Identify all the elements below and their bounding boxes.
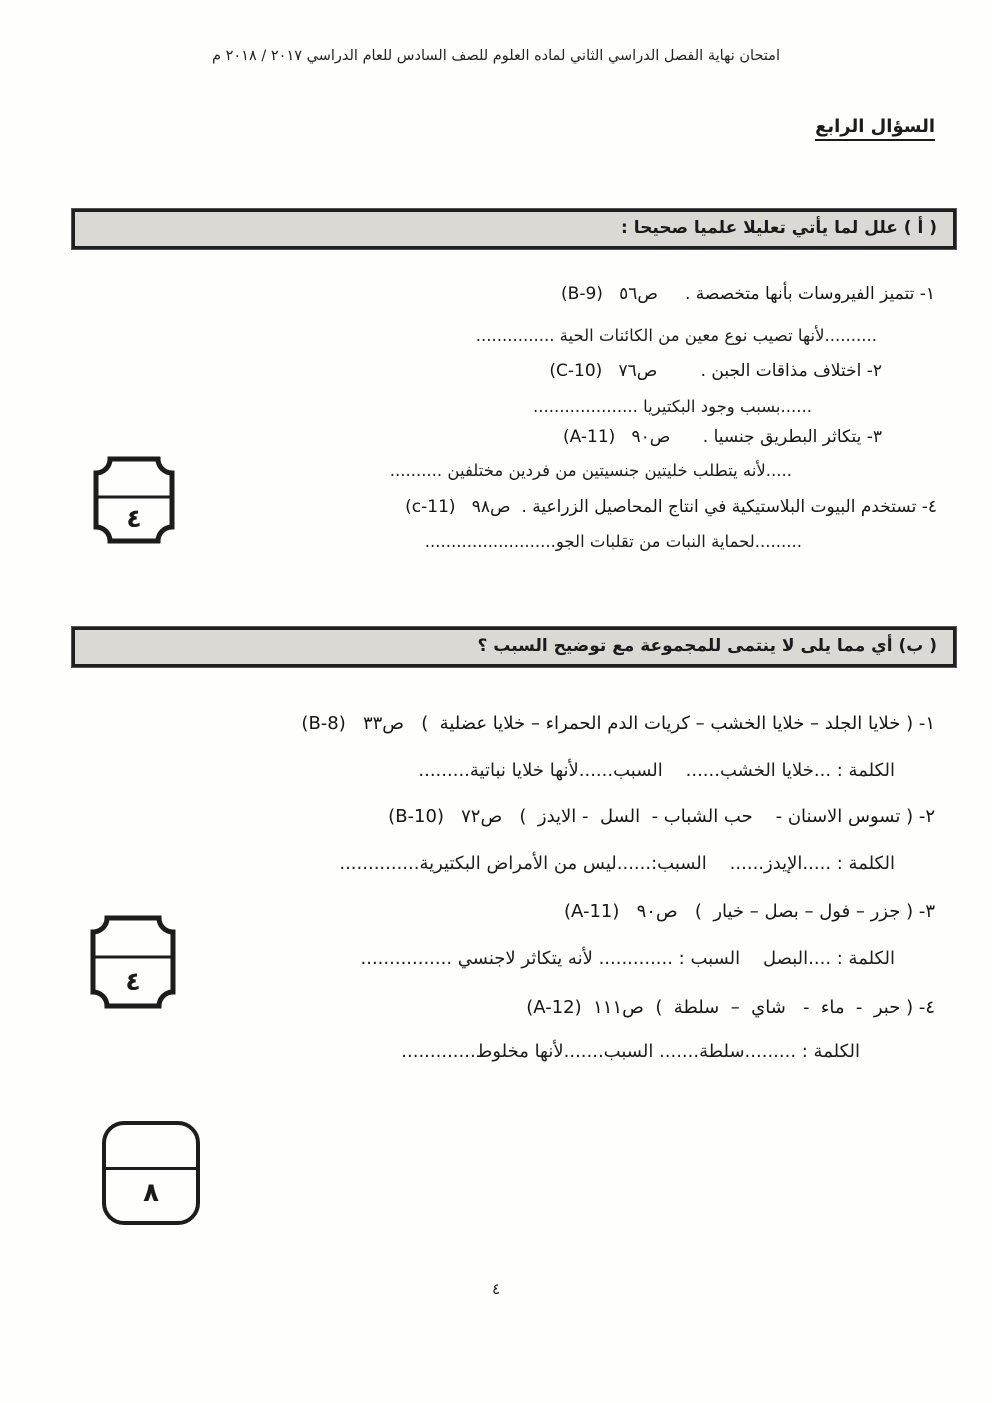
part-a-question-1: ١- تتميز الفيروسات بأنها متخصصة . ص٥٦ ‎(B-9)‎ — [561, 284, 935, 304]
part-a-answer-3: .....لأنه يتطلب خليتين جنسيتين من فردين مختلفين .......... — [389, 461, 792, 480]
part-b-answer-1: الكلمة : ...خلايا الخشب...... السبب......لأنها خلايا نباتية......... — [418, 760, 895, 781]
score-box-part-b — [90, 915, 176, 1009]
part-b-question-3: ٣- ( جزر – فول – بصل – خيار ) ص٩٠ ‎(A-11)‎ — [564, 901, 935, 922]
part-b-question-4: ٤- ( حبر - ماء - شاي – سلطة ) ص١١١ ‎(A-12)‎ — [526, 997, 935, 1018]
part-a-question-2: ٢- اختلاف مذاقات الجبن . ص٧٦ ‎(C-10)‎ — [549, 361, 882, 381]
part-b-question-1: ١- ( خلايا الجلد – خلايا الخشب – كريات الدم الحمراء – خلايا عضلية ) ص٣٣ ‎(B-8)‎ — [301, 713, 935, 734]
part-a-answer-4: .........لحماية النبات من تقلبات الجو......................... — [424, 532, 802, 551]
part-b-answer-4: الكلمة : .........سلطة....... السبب.......لأنها مخلوط............. — [401, 1041, 860, 1062]
part-b-answer-3: الكلمة : ....البصل السبب : ............. لأنه يتكاثر لاجنسي ................ — [360, 948, 895, 969]
question-four-title: السؤال الرابع — [815, 116, 935, 141]
part-b-question-2: ٢- ( تسوس الاسنان - حب الشباب - السل - الايدز ) ص٧٢ ‎(B-10)‎ — [388, 806, 935, 827]
part-a-score-value: ٤ — [126, 504, 142, 534]
document-header: امتحان نهاية الفصل الدراسي الثاني لماده العلوم للصف السادس للعام الدراسي ٢٠١٧ / ٢٠١٨ م — [212, 48, 780, 64]
total-score-value: ٨ — [143, 1178, 159, 1209]
part-a-answer-1: ..........لأنها تصيب نوع معين من الكائنات الحية ............... — [475, 326, 877, 345]
part-a-answer-2: ......بسبب وجود البكتيريا .................... — [532, 397, 812, 416]
part-a-header-label: ( أ ) علل لما يأتي تعليلا علميا صحيحا : — [621, 218, 937, 238]
part-a-question-3: ٣- يتكاثر البطريق جنسيا . ص٩٠ ‎(A-11)‎ — [563, 427, 882, 447]
part-a-header-bar — [72, 209, 956, 249]
part-b-header-label: ( ب) أي مما يلى لا ينتمى للمجموعة مع توضيح السبب ؟ — [477, 636, 937, 656]
page-number: ٤ — [491, 1280, 501, 1298]
part-b-header-bar — [72, 627, 956, 667]
part-b-score-value: ٤ — [125, 966, 141, 996]
part-b-answer-2: الكلمة : .....الإيدز...... السبب:......ليس من الأمراض البكتيرية.............. — [339, 853, 895, 874]
score-box-total — [102, 1121, 200, 1225]
score-box-part-a — [93, 456, 175, 544]
part-a-question-4: ٤- تستخدم البيوت البلاستيكية في انتاج المحاصيل الزراعية . ص٩٨ ‎(c-11)‎ — [405, 497, 937, 517]
